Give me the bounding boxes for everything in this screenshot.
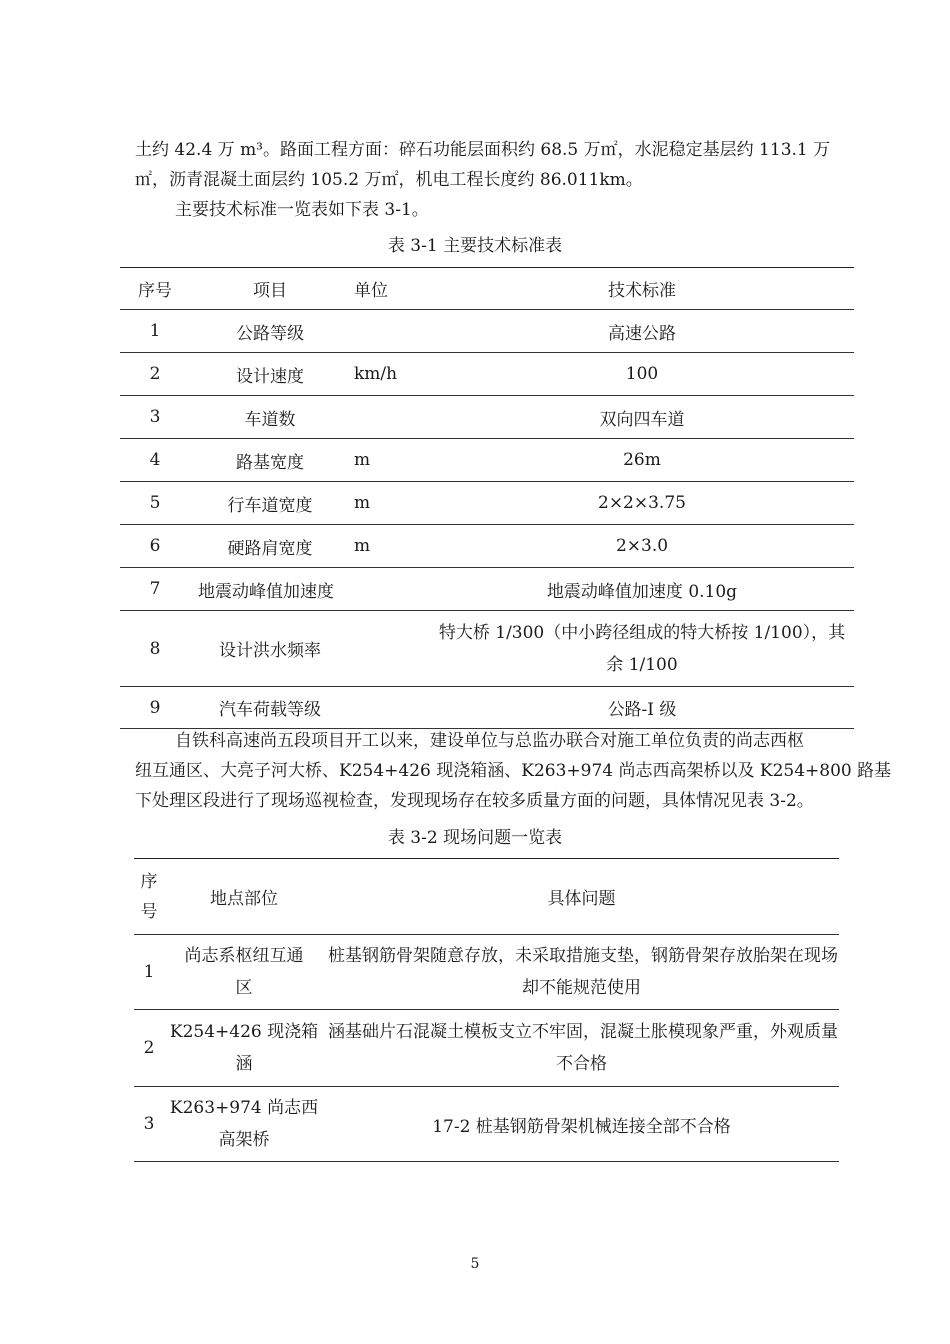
row-problem-line-2: 却不能规范使用: [522, 978, 641, 998]
table-row: [120, 525, 854, 568]
table1-header-standard: 技术标准: [430, 268, 854, 310]
table-row: [120, 611, 854, 687]
row-problem: [324, 935, 839, 1010]
table-row: [120, 310, 854, 353]
row-location-line-1: K254+426 现浇箱: [169, 1022, 319, 1042]
row-no: 7: [120, 568, 190, 611]
row-unit: m: [350, 482, 430, 525]
table-row: [120, 396, 854, 439]
table2-header-location: 地点部位: [164, 859, 324, 935]
row-standard: 2×3.0: [430, 525, 854, 568]
row-problem: 17-2 桩基钢筋骨架机械连接全部不合格: [324, 1087, 839, 1162]
table1-caption: 表 3-1 主要技术标准表: [387, 236, 563, 256]
row-no: 1: [134, 935, 164, 1010]
intro-line-1: 土约 42.4 万 m³。路面工程方面：碎石功能层面积约 68.5 万㎡，水泥稳定基层约 113.1 万: [135, 140, 831, 160]
row-item: 路基宽度: [190, 439, 350, 482]
para2-line-3: 下处理区段进行了现场巡视检查，发现现场存在较多质量方面的问题，具体情况见表 3-2。: [135, 791, 814, 811]
row-standard: 公路-I 级: [430, 687, 854, 729]
table-row: [120, 439, 854, 482]
row-unit: [350, 611, 430, 687]
row-item: 地震动峰值加速度: [190, 568, 430, 611]
table2-header-no-line-2: 号: [140, 901, 158, 922]
row-no: 4: [120, 439, 190, 482]
row-item: 行车道宽度: [190, 482, 350, 525]
table-row: [120, 568, 854, 611]
table1-header-unit: 单位: [350, 268, 430, 310]
para2-line-1: 自铁科高速尚五段项目开工以来，建设单位与总监办联合对施工单位负责的尚志西枢: [175, 731, 804, 751]
row-unit: [350, 396, 430, 439]
row-standard: 高速公路: [430, 310, 854, 353]
row-no: 6: [120, 525, 190, 568]
row-item: 设计洪水频率: [190, 611, 350, 687]
row-item: 汽车荷载等级: [190, 687, 350, 729]
row-no: 3: [134, 1087, 164, 1162]
row-standard: 26m: [430, 439, 854, 482]
row-standard: 地震动峰值加速度 0.10g: [430, 568, 854, 611]
table-row: [134, 1087, 839, 1162]
row-location: [164, 1087, 324, 1162]
row-no: 3: [120, 396, 190, 439]
table-row: [120, 353, 854, 396]
row-location: [164, 1010, 324, 1087]
site-problems-table: [134, 858, 839, 1162]
technical-standards-table: [120, 267, 854, 729]
row-standard-line-2: 余 1/100: [606, 654, 678, 675]
row-unit: [350, 687, 430, 729]
row-location-line-2: 区: [235, 978, 253, 998]
row-no: 2: [134, 1010, 164, 1087]
row-no: 1: [120, 310, 190, 353]
row-item: 公路等级: [190, 310, 350, 353]
row-item: 硬路肩宽度: [190, 525, 350, 568]
table1-header-item: 项目: [190, 268, 350, 310]
table2-header-row: [134, 859, 839, 935]
row-unit: m: [350, 525, 430, 568]
intro-paragraph: [135, 135, 841, 225]
table2-header-no-line-1: 序: [140, 871, 158, 892]
row-problem-line-1: 桩基钢筋骨架随意存放，未采取措施支垫，钢筋骨架存放胎架在现场: [328, 946, 838, 966]
table-row: [120, 482, 854, 525]
row-item: 设计速度: [190, 353, 350, 396]
table2-caption: 表 3-2 现场问题一览表: [387, 828, 563, 848]
row-unit: m: [350, 439, 430, 482]
row-no: 8: [120, 611, 190, 687]
row-no: 5: [120, 482, 190, 525]
row-location-line-1: K263+974 尚志西: [169, 1098, 319, 1118]
row-standard-line-1: 特大桥 1/300（中小跨径组成的特大桥按 1/100），其: [438, 622, 846, 643]
page-number: 5: [470, 1256, 480, 1272]
row-problem-line-1: 涵基础片石混凝土模板支立不牢固，混凝土胀模现象严重，外观质量: [328, 1022, 838, 1042]
row-problem-line-2: 不合格: [556, 1054, 607, 1074]
table-row: [134, 1010, 839, 1087]
row-unit: [350, 310, 430, 353]
row-location: [164, 935, 324, 1010]
table2-header-problem: 具体问题: [324, 859, 839, 935]
para2-line-2: 纽互通区、大亮子河大桥、K254+426 现浇箱涵、K263+974 尚志西高架桥以及 K254+800 路基: [135, 761, 892, 781]
table1-header-no: 序号: [120, 268, 190, 310]
intro-line-3: 主要技术标准一览表如下表 3-1。: [175, 200, 429, 220]
row-location-line-2: 高架桥: [218, 1130, 270, 1150]
row-unit: km/h: [350, 353, 430, 396]
row-item: 车道数: [190, 396, 350, 439]
row-no: 9: [120, 687, 190, 729]
table1-header-row: [120, 268, 854, 310]
row-standard: 双向四车道: [430, 396, 854, 439]
row-problem: [324, 1010, 839, 1087]
table2-header-no: [134, 859, 164, 935]
row-location-line-1: 尚志系枢纽互通: [184, 946, 304, 966]
row-location-line-2: 涵: [235, 1054, 253, 1074]
table-row: [134, 935, 839, 1010]
row-standard: [430, 611, 854, 687]
row-standard: 2×2×3.75: [430, 482, 854, 525]
row-no: 2: [120, 353, 190, 396]
inspection-paragraph: [135, 726, 892, 816]
row-standard: 100: [430, 353, 854, 396]
table-row: [120, 687, 854, 729]
intro-line-2: ㎡，沥青混凝土面层约 105.2 万㎡，机电工程长度约 86.011km。: [135, 170, 643, 190]
